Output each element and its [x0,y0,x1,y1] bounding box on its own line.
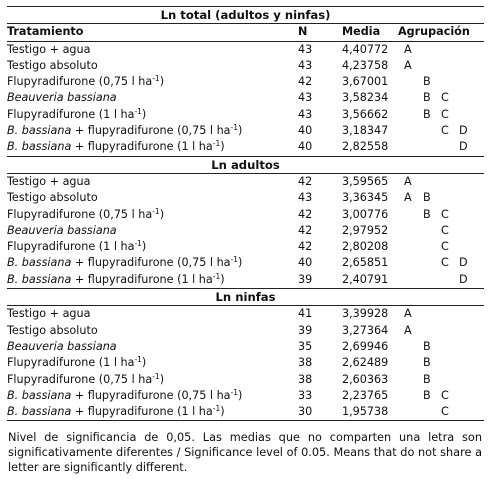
grouping-letters [404,404,484,420]
grouping-letter-b: B [423,75,431,89]
grouping-letters [404,272,484,288]
treatment-name: Testigo + agua [7,307,91,321]
media-value: 3,59565 [342,174,389,188]
grouping-letters [404,255,484,271]
grouping-letter-b: B [423,91,431,105]
grouping-letters [404,207,484,223]
grouping-letter-a: A [404,307,412,321]
treatment-species: B. bassiana [7,140,72,154]
table-row [7,372,484,388]
treatment-species: Beauveria bassiana [7,91,117,105]
media-value: 3,00776 [342,207,389,221]
treatment-name: Flupyradifurone (0,75 l ha [7,207,153,221]
n-value: 42 [298,207,313,221]
unit-exponent: -1 [212,404,221,414]
treatment-name: Flupyradifurone (0,75 l ha [7,372,153,386]
treatment-name: Flupyradifurone (0,75 l ha [7,75,153,89]
treatment-species: Beauveria bassiana [7,339,117,353]
table-row [7,272,484,289]
grouping-cell [398,355,484,371]
treatment-cell [7,323,290,339]
n-value: 38 [298,356,313,370]
grouping-letter-c: C [441,240,449,254]
grouping-cell [398,404,484,421]
grouping-letters [404,388,484,404]
grouping-letters [404,323,484,339]
treatment-cell [7,74,290,90]
unit-exponent: -1 [134,239,142,249]
n-value: 42 [298,223,313,237]
column-header-row [7,24,484,41]
media-value: 2,60363 [342,372,389,386]
n-value: 43 [298,58,313,72]
treatment-name: + flupyradifurone (0,75 l ha [71,256,231,270]
treatment-species: B. bassiana [7,388,72,402]
treatment-name: Testigo absoluto [7,58,98,72]
column-header-n: N [290,24,342,41]
table-row [7,90,484,106]
n-value: 38 [298,372,313,386]
grouping-cell [398,239,484,255]
media-value: 3,27364 [342,323,389,337]
grouping-cell [398,388,484,404]
grouping-letter-a: A [404,174,412,188]
treatment-suffix: ) [220,405,225,419]
grouping-letter-b: B [423,388,431,402]
table-row [7,355,484,371]
grouping-cell [398,173,484,190]
grouping-letter-b: B [423,339,431,353]
n-value: 33 [298,388,313,402]
treatment-name: Flupyradifurone (1 l ha [7,107,135,121]
grouping-letter-b: B [423,372,431,386]
media-value: 2,80208 [342,240,389,254]
treatment-species: B. bassiana [7,256,72,270]
media-value: 2,23765 [342,388,389,402]
table-row [7,139,484,156]
treatment-species: Beauveria bassiana [7,223,117,237]
n-value: 39 [298,323,313,337]
media-value: 3,36345 [342,191,389,205]
section-title: Ln adultos [7,156,484,173]
table-row [7,190,484,206]
grouping-letter-c: C [441,405,449,419]
treatment-suffix: ) [238,124,243,138]
treatment-suffix: ) [159,75,165,89]
media-value: 2,69946 [342,339,389,353]
grouping-letter-a: A [404,42,412,56]
n-value: 42 [298,240,313,254]
section-header-adultos [7,156,484,173]
table-row [7,173,484,190]
treatment-species: B. bassiana [7,124,72,138]
grouping-cell [398,223,484,239]
grouping-letters [404,90,484,106]
column-header-agrupacion: Agrupación [398,24,484,41]
grouping-cell [398,190,484,206]
table-row [7,207,484,223]
unit-exponent: -1 [212,139,221,149]
grouping-cell [398,372,484,388]
table-row [7,306,484,323]
n-value: 41 [298,307,313,321]
treatment-suffix: ) [141,107,147,121]
treatment-cell [7,388,290,404]
table-row [7,107,484,123]
grouping-letters [404,339,484,355]
treatment-name: Testigo absoluto [7,323,98,337]
n-value: 40 [298,140,313,154]
media-value: 3,67001 [342,75,389,89]
n-value: 30 [298,405,313,419]
results-table [7,6,484,421]
grouping-letters [404,58,484,74]
grouping-cell [398,90,484,106]
grouping-cell [398,139,484,156]
treatment-name: + flupyradifurone (0,75 l ha [71,124,231,138]
grouping-letters [404,355,484,371]
media-value: 4,23758 [342,58,389,72]
grouping-letter-c: C [441,107,449,121]
table-row [7,239,484,255]
treatment-cell [7,339,290,355]
media-value: 2,97952 [342,223,389,237]
unit-exponent: -1 [212,271,221,281]
grouping-cell [398,41,484,58]
media-value: 1,95738 [342,405,389,419]
column-header-tratamiento: Tratamiento [7,24,290,41]
grouping-letters [404,107,484,123]
grouping-cell [398,74,484,90]
treatment-species: B. bassiana [7,405,72,419]
section-title: Ln ninfas [7,289,484,306]
section-title: Ln total (adultos y ninfas) [7,7,484,24]
grouping-cell [398,207,484,223]
treatment-suffix: ) [220,272,225,286]
media-value: 4,40772 [342,42,389,56]
treatment-name: Flupyradifurone (1 l ha [7,356,135,370]
media-value: 2,65851 [342,256,389,270]
unit-exponent: -1 [134,355,142,365]
treatment-cell [7,58,290,74]
table-row [7,388,484,404]
unit-exponent: -1 [152,371,160,381]
n-value: 39 [298,272,313,286]
table-bottom-rule [7,421,484,422]
treatment-cell [7,306,290,323]
table-bottom-rule-cell [7,421,484,422]
treatment-suffix: ) [141,356,147,370]
treatment-cell [7,404,290,421]
grouping-letter-a: A [404,323,412,337]
grouping-letter-d: D [459,140,468,154]
grouping-cell [398,306,484,323]
treatment-cell [7,355,290,371]
table-row [7,255,484,271]
grouping-letters [404,139,484,155]
grouping-letter-b: B [423,207,431,221]
media-value: 2,82558 [342,140,389,154]
n-value: 43 [298,107,313,121]
treatment-name: Flupyradifurone (1 l ha [7,240,135,254]
treatment-cell [7,41,290,58]
unit-exponent: -1 [230,123,239,133]
n-value: 40 [298,256,313,270]
grouping-letter-c: C [441,223,449,237]
table-row [7,123,484,139]
grouping-letters [404,74,484,90]
section-header-total [7,7,484,24]
treatment-cell [7,123,290,139]
grouping-letter-c: C [441,124,449,138]
grouping-letter-a: A [404,58,412,72]
grouping-letter-a: A [404,191,412,205]
grouping-letters [404,174,484,190]
grouping-letters [404,239,484,255]
unit-exponent: -1 [152,206,160,216]
grouping-letter-d: D [459,124,468,138]
media-value: 2,40791 [342,272,389,286]
grouping-letter-d: D [459,256,468,270]
grouping-cell [398,107,484,123]
treatment-name: Testigo absoluto [7,191,98,205]
grouping-letters [404,42,484,58]
treatment-cell [7,207,290,223]
grouping-cell [398,255,484,271]
treatment-cell [7,372,290,388]
grouping-letters [404,306,484,322]
n-value: 42 [298,174,313,188]
table-row [7,41,484,58]
treatment-cell [7,90,290,106]
treatment-suffix: ) [141,240,147,254]
grouping-cell [398,58,484,74]
treatment-suffix: ) [220,140,225,154]
column-header-media: Media [342,24,398,41]
grouping-letter-b: B [423,191,431,205]
n-value: 42 [298,75,313,89]
treatment-species: B. bassiana [7,272,72,286]
treatment-cell [7,272,290,289]
grouping-letter-c: C [441,388,449,402]
table-row [7,404,484,421]
media-value: 3,56662 [342,107,389,121]
treatment-suffix: ) [238,388,243,402]
treatment-suffix: ) [159,372,165,386]
treatment-suffix: ) [159,207,165,221]
grouping-letters [404,372,484,388]
treatment-name: + flupyradifurone (1 l ha [71,405,213,419]
table-row [7,339,484,355]
treatment-name: Testigo + agua [7,42,91,56]
n-value: 35 [298,339,313,353]
n-value: 43 [298,91,313,105]
grouping-cell [398,323,484,339]
grouping-cell [398,339,484,355]
grouping-letters [404,190,484,206]
grouping-letters [404,223,484,239]
treatment-cell [7,173,290,190]
treatment-name: + flupyradifurone (1 l ha [71,272,213,286]
grouping-cell [398,272,484,289]
grouping-letter-c: C [441,207,449,221]
grouping-letter-b: B [423,356,431,370]
n-value: 43 [298,191,313,205]
n-value: 43 [298,42,313,56]
table-row [7,58,484,74]
treatment-name: + flupyradifurone (1 l ha [71,140,213,154]
grouping-cell [398,123,484,139]
media-value: 3,58234 [342,91,389,105]
footnote: Nivel de significancia de 0,05. Las medias que no comparten una letra son significativamente diferentes / Significance level of 0.05. Means that do not share a letter are significantly different. [8,431,482,474]
media-value: 2,62489 [342,356,389,370]
table-row [7,223,484,239]
treatment-name: Testigo + agua [7,174,91,188]
treatment-cell [7,139,290,156]
media-value: 3,39928 [342,307,389,321]
treatment-cell [7,107,290,123]
treatment-name: + flupyradifurone (0,75 l ha [71,388,231,402]
grouping-letters [404,123,484,139]
section-header-ninfas [7,289,484,306]
unit-exponent: -1 [230,387,239,397]
grouping-letter-c: C [441,91,449,105]
grouping-letter-d: D [459,272,468,286]
unit-exponent: -1 [230,255,239,265]
unit-exponent: -1 [152,74,160,84]
table-row [7,323,484,339]
n-value: 40 [298,124,313,138]
treatment-suffix: ) [238,256,243,270]
unit-exponent: -1 [134,106,142,116]
grouping-letter-c: C [441,256,449,270]
treatment-cell [7,239,290,255]
treatment-cell [7,223,290,239]
treatment-cell [7,255,290,271]
table-row [7,74,484,90]
grouping-letter-b: B [423,107,431,121]
treatment-cell [7,190,290,206]
media-value: 3,18347 [342,124,389,138]
